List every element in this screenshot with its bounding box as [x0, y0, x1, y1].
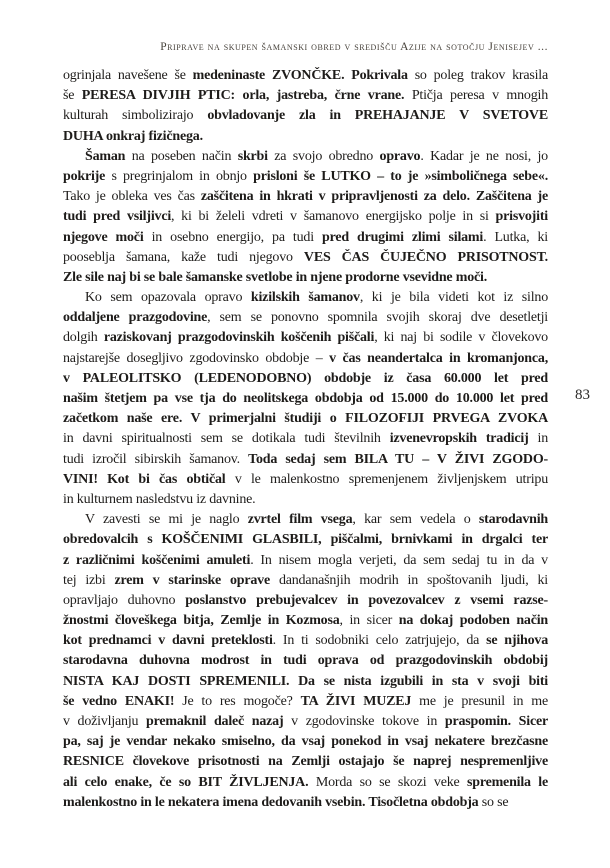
bold-text-run: premaknil daleč nazaj [146, 714, 284, 729]
text-line [63, 692, 548, 712]
bold-text-run: starodavnih [478, 512, 548, 528]
bold-text-run: našim štetjem pa vse tja do neolitskega obdobja od 15.000 do 10.000 let pred [63, 391, 548, 406]
text-line [63, 631, 548, 651]
bold-text-run: NISTA KAJ DOSTI SPREMENILI. Da se nista izgubili in sta v svoji biti [63, 673, 548, 689]
text-run: , ki naj bi sodile v človekovo [374, 330, 548, 346]
bold-text-run: zaščitena in hkrati v pripravljenosti za delo. Zaščitena je [200, 189, 548, 205]
text-run: v le malenkostno spremenjenem življenjskem utripu [225, 471, 549, 487]
text-line [63, 571, 548, 591]
text-run: kulturah simbolizirajo [63, 108, 208, 124]
bold-text-run: pokrije [63, 168, 106, 184]
text-line [63, 389, 548, 409]
text-line [63, 86, 548, 106]
bold-text-run: DUHA onkraj fizičnega. [63, 128, 203, 144]
bold-text-run: pred drugimi zlimi silami [321, 229, 484, 245]
bold-text-run: v čas neandertalca in kromanjonca, [329, 350, 548, 366]
bold-text-run: opravo [379, 148, 421, 164]
page-number: 83 [575, 387, 590, 403]
bold-text-run: obvladovanje zla in PREHAJANJE V SVETOVE [207, 108, 548, 124]
text-run: v doživljanju [63, 714, 147, 729]
bold-text-run: z različnimi koščenimi amuleti [63, 552, 251, 568]
text-line [63, 773, 548, 793]
bold-text-run: oddaljene prazgodovine [63, 310, 208, 326]
text-line [63, 752, 548, 772]
text-line [63, 591, 548, 611]
text-run: . Kadar je ne nosi, jo [420, 148, 548, 164]
text-line [63, 490, 548, 510]
bold-text-run: spremenila le [466, 774, 548, 790]
text-run: tudi izročil sibirskih šamanov. [63, 451, 249, 467]
bold-text-run: žnostmi človeškega bitja, Zemlje in Kozmosa [63, 613, 340, 629]
text-line [63, 268, 548, 288]
text-run: V zavesti se mi je naglo [85, 512, 248, 528]
text-line [63, 732, 548, 752]
bold-text-run: medeninaste ZVONČKE. Pokrivala [192, 68, 408, 83]
text-line [63, 369, 548, 389]
text-line [63, 429, 548, 449]
text-run: opravljajo duhovno [63, 592, 186, 608]
bold-text-run: zvrtel film vsega [247, 512, 353, 528]
text-run: in [528, 431, 548, 447]
text-run: na poseben način [125, 148, 238, 164]
text-line [63, 470, 548, 490]
bold-text-run: na dokaj podoben način [398, 613, 548, 629]
bold-text-run: Toda sedaj sem BILA TU – V ŽIVI ZGODO- [248, 451, 548, 467]
text-run: in davni spiritualnosti sem se dotikala tudi številnih [63, 431, 390, 447]
bold-text-run: v PALEOLITSKO (LEDENODOBNO) obdobje iz časa 60.000 let pred [63, 370, 548, 386]
running-header: Priprave na skupen šamanski obred v središču Azije na sotočju Jenisejev ... [160, 41, 548, 53]
text-line [63, 409, 548, 429]
text-line [63, 712, 548, 732]
text-line [63, 793, 548, 813]
bold-text-run: RESNICE človekove prisotnosti na Zemlji ostajajo še naprej nespremenljive [63, 754, 548, 770]
text-run: in kulturnem nasledstvu iz davnine. [63, 491, 256, 507]
text-line [63, 207, 548, 227]
text-run: Ko sem opazovala opravo [85, 290, 251, 306]
bold-text-run: kot prednamci v davni preteklosti [63, 633, 273, 649]
bold-text-run: Šaman [85, 148, 126, 164]
bold-text-run: prisloni še LUTKO – to je »simboličnega sebe«. [253, 168, 548, 184]
text-line [63, 672, 548, 692]
bold-text-run: se njihova [486, 633, 548, 649]
text-run: Ptičja peresa v mnogih [404, 88, 548, 104]
bold-text-run: raziskovanj prazgodovinskih koščenih piščali [103, 330, 375, 346]
bold-text-run: TA ŽIVI MUZEJ [300, 693, 412, 709]
text-run: še [63, 88, 82, 104]
text-line [63, 248, 548, 268]
text-line [63, 530, 548, 550]
text-line [63, 551, 548, 571]
text-run: , ki bi želeli vdreti v šamanovo energijsko polje in si [171, 209, 496, 225]
text-run: in osebno energijo, pa tudi [143, 229, 322, 245]
text-run: v zgodovinske tokove in [283, 714, 445, 729]
text-run: dolgih [63, 330, 104, 346]
text-run: ogrinjala navešene še [63, 68, 193, 83]
text-line [63, 127, 548, 147]
bold-text-run: tudi pred vsiljivci [63, 209, 172, 225]
body-text [63, 66, 548, 813]
text-run: . Lutka, ki [483, 229, 548, 245]
bold-text-run: ali celo enake, če so BIT ŽIVLJENJA. [63, 774, 309, 790]
bold-text-run: izvenevropskih tradicij [389, 431, 529, 447]
bold-text-run: obredovalcih s KOŠČENIMI GLASBILI, piščalmi, brnivkami in drgalci ter [63, 532, 548, 548]
text-line [63, 228, 548, 248]
bold-text-run: PERESA DIVJIH PTIC: orla, jastreba, črne vrane. [81, 88, 405, 104]
text-run: Je to res mogoče? [174, 693, 301, 709]
bold-text-run: Zle sile naj bi se bale šamanske svetlobe in njene prodorne vsevidne moči. [63, 269, 488, 285]
text-line [63, 510, 548, 530]
text-run: , sem se ponovno spomnila svojih skoraj dve desetletji [207, 310, 548, 326]
text-run: me je presunil in me [411, 693, 548, 709]
text-run: , ki je bila videti kot iz silno [359, 290, 549, 306]
bold-text-run: praspomin. Sicer [444, 714, 548, 729]
text-run: tej izbi [63, 572, 115, 588]
text-line [63, 328, 548, 348]
text-run: so se [478, 794, 509, 810]
text-line [63, 66, 548, 86]
text-run: dandanašnjih modrih in spoštovanih ljudi, ki [270, 572, 548, 588]
text-run: najstarejše dosegljivo zgodovinsko obdobje – [63, 350, 330, 366]
bold-text-run: prisvojiti [495, 209, 548, 225]
text-line [63, 147, 548, 167]
text-line [63, 651, 548, 671]
bold-text-run: pa, saj je vendar nekako smiselno, da vsaj ponekod in vsaj nekatere brezčasne [63, 734, 548, 750]
text-run: . In ti sodobniki celo zatrjujejo, da [272, 633, 487, 649]
text-line [63, 308, 548, 328]
text-run: pooseblja šamana, kaže tudi njegovo [63, 249, 304, 265]
bold-text-run: poslanstvo prebujevalcev in povezovalcev z vsemi razse- [185, 592, 548, 608]
text-run: s pregrinjalom in obnjo [105, 168, 254, 184]
text-line [63, 288, 548, 308]
bold-text-run: kizilskih šamanov [250, 290, 360, 306]
bold-text-run: starodavna duhovna modrost in tudi oprava od prazgodovinskih obdobij [63, 653, 548, 669]
bold-text-run: VES ČAS ČUJEČNO PRISOTNOST. [303, 249, 548, 265]
text-line [63, 349, 548, 369]
bold-text-run: še vedno ENAKI! [63, 693, 175, 709]
text-line [63, 106, 548, 126]
bold-text-run: skrbi [237, 148, 268, 164]
text-line [63, 450, 548, 470]
text-run: , kar sem vedela o [352, 512, 479, 528]
bold-text-run: zrem v starinske oprave [114, 572, 270, 588]
bold-text-run: VINI! Kot bi čas obtičal [63, 471, 226, 487]
text-line [63, 167, 548, 187]
text-run: . In nisem mogla verjeti, da sem sedaj tu in da v [250, 552, 548, 568]
bold-text-run: malenkostno in le nekatera imena dedovanih vsebin. Tisočletna obdobja [63, 794, 479, 810]
text-line [63, 187, 548, 207]
bold-text-run: njegove moči [63, 229, 144, 245]
text-run: , in sicer [339, 613, 399, 629]
text-run: Tako je obleka ves čas [63, 189, 201, 205]
text-run: za svojo obredno [267, 148, 380, 164]
bold-text-run: začetkom naše ere. V primerjalni študiji o FILOZOFIJI PRVEGA ZVOKA [63, 411, 548, 427]
text-line [63, 611, 548, 631]
text-run: Morda so se skozi veke [308, 774, 467, 790]
text-run: so poleg trakov krasila [407, 68, 548, 83]
